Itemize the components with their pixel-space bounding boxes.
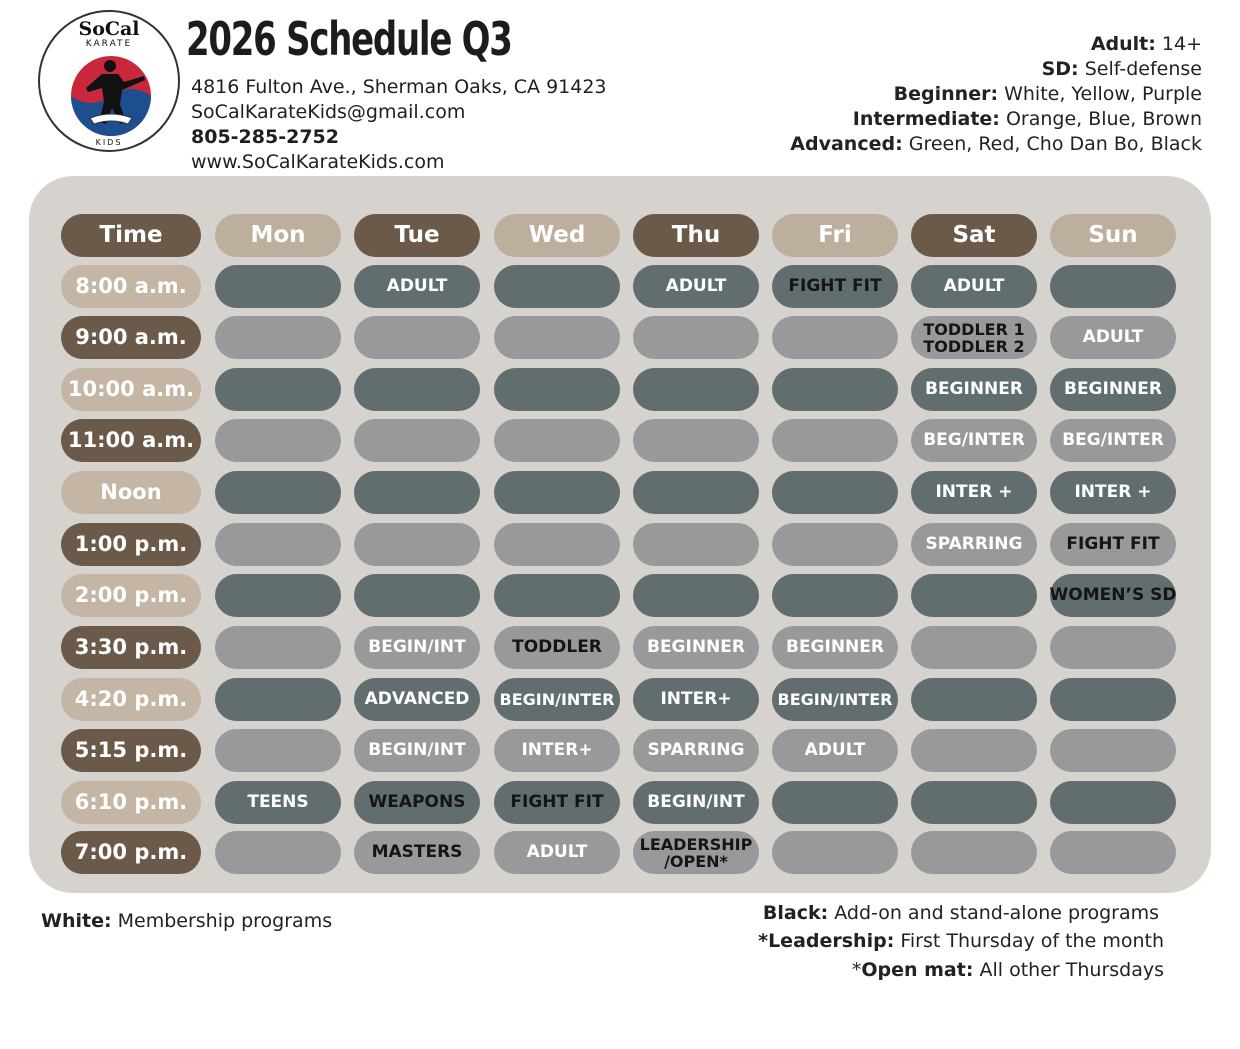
class-slot[interactable] (1050, 523, 1176, 566)
empty-slot (633, 471, 759, 514)
empty-slot (494, 471, 620, 514)
legend-beginner: Beginner: White, Yellow, Purple (893, 83, 1202, 105)
time-label: 4:20 p.m. (61, 678, 201, 721)
class-slot[interactable] (354, 678, 480, 721)
class-slot[interactable] (911, 368, 1037, 411)
time-label: 2:00 p.m. (61, 574, 201, 617)
phone[interactable]: 805-285-2752 (191, 126, 339, 148)
empty-slot (772, 368, 898, 411)
class-slot[interactable] (911, 471, 1037, 514)
empty-slot (772, 781, 898, 824)
class-slot[interactable] (1050, 419, 1176, 462)
class-slot-label: TODDLER (512, 637, 602, 657)
class-slot-label: BEGINNER (646, 637, 745, 657)
empty-slot (494, 419, 620, 462)
class-slot-label: ADULT (943, 276, 1005, 296)
class-slot-label: BEGINNER (1063, 379, 1162, 399)
day-header-fri: Fri (772, 214, 898, 257)
empty-slot (494, 316, 620, 359)
day-header-tue: Tue (354, 214, 480, 257)
class-slot[interactable] (354, 729, 480, 772)
empty-slot (633, 419, 759, 462)
legend-advanced: Advanced: Green, Red, Cho Dan Bo, Black (790, 133, 1202, 155)
class-slot-label: INTER + (935, 482, 1013, 502)
class-slot[interactable] (633, 781, 759, 824)
footer-white-note: White: Membership programs (41, 910, 333, 932)
class-slot[interactable] (911, 265, 1037, 308)
empty-slot (215, 831, 341, 874)
class-slot-label: FIGHT FIT (510, 792, 604, 812)
time-label: 6:10 p.m. (61, 781, 201, 824)
class-slot[interactable] (494, 831, 620, 874)
class-slot[interactable] (1050, 368, 1176, 411)
class-slot-label: FIGHT FIT (1066, 534, 1160, 554)
logo-wordmark: SoCal (78, 18, 140, 40)
class-slot-label: SPARRING (925, 534, 1023, 554)
time-label: 9:00 a.m. (61, 316, 201, 359)
class-slot-label: BEGINNER (785, 637, 884, 657)
day-header-sat: Sat (911, 214, 1037, 257)
empty-slot (633, 574, 759, 617)
empty-slot (911, 626, 1037, 669)
legend-levels (790, 32, 1202, 157)
class-slot-label: ADULT (526, 842, 588, 862)
class-slot[interactable] (772, 265, 898, 308)
empty-slot (1050, 626, 1176, 669)
class-slot[interactable] (633, 626, 759, 669)
class-slot[interactable] (772, 678, 898, 721)
class-slot-label: WOMEN’S SD (1049, 585, 1177, 605)
empty-slot (215, 729, 341, 772)
class-slot[interactable] (215, 781, 341, 824)
class-slot-label: WEAPONS (368, 792, 466, 812)
class-slot[interactable] (772, 729, 898, 772)
class-slot-label: BEG/INTER (1062, 430, 1164, 450)
empty-slot (772, 419, 898, 462)
class-slot-label: /OPEN* (664, 851, 728, 871)
class-slot-label: TODDLER 2 (923, 336, 1025, 356)
class-slot-label: ADULT (386, 276, 448, 296)
empty-slot (911, 678, 1037, 721)
class-slot[interactable] (354, 626, 480, 669)
empty-slot (215, 419, 341, 462)
empty-slot (354, 419, 480, 462)
class-slot-label: SPARRING (647, 740, 745, 760)
class-slot[interactable] (494, 729, 620, 772)
time-column-header: Time (61, 214, 201, 257)
logo-subtitle: KARATE (85, 39, 133, 49)
empty-slot (354, 368, 480, 411)
class-slot[interactable] (633, 265, 759, 308)
empty-slot (215, 368, 341, 411)
class-slot[interactable] (772, 626, 898, 669)
day-header-sun: Sun (1050, 214, 1176, 257)
schedule-panel (29, 176, 1211, 893)
empty-slot (215, 265, 341, 308)
page-title: 2026 Schedule Q3 (186, 12, 512, 66)
class-slot-label: INTER + (1074, 482, 1152, 502)
class-slot-label: TEENS (247, 792, 309, 812)
empty-slot (1050, 265, 1176, 308)
class-slot[interactable] (494, 626, 620, 669)
class-slot-label: TODDLER 1 (923, 319, 1025, 339)
time-label: 11:00 a.m. (61, 419, 201, 462)
class-slot-label: FIGHT FIT (788, 276, 882, 296)
email[interactable]: SoCalKarateKids@gmail.com (191, 101, 466, 123)
empty-slot (215, 471, 341, 514)
time-label: 7:00 p.m. (61, 831, 201, 874)
address: 4816 Fulton Ave., Sherman Oaks, CA 91423 (191, 76, 607, 98)
class-slot[interactable] (633, 678, 759, 721)
day-header-mon: Mon (215, 214, 341, 257)
empty-slot (633, 316, 759, 359)
empty-slot (772, 523, 898, 566)
class-slot[interactable] (911, 419, 1037, 462)
class-slot-label: LEADERSHIP (639, 834, 753, 854)
time-label: Noon (61, 471, 201, 514)
class-slot[interactable] (494, 678, 620, 721)
time-label: 8:00 a.m. (61, 265, 201, 308)
empty-slot (494, 368, 620, 411)
class-slot[interactable] (911, 523, 1037, 566)
karate-figure-icon (66, 52, 156, 138)
empty-slot (1050, 729, 1176, 772)
class-slot[interactable] (494, 781, 620, 824)
empty-slot (215, 523, 341, 566)
empty-slot (1050, 831, 1176, 874)
class-slot-label: BEG/INTER (923, 430, 1025, 450)
time-label: 3:30 p.m. (61, 626, 201, 669)
class-slot-label: ADULT (804, 740, 866, 760)
day-header-wed: Wed (494, 214, 620, 257)
class-slot-label: ADULT (1082, 327, 1144, 347)
website[interactable]: www.SoCalKarateKids.com (191, 151, 445, 173)
class-slot[interactable] (633, 729, 759, 772)
class-slot-label: BEGIN/INT (368, 637, 466, 657)
class-slot-label: BEGIN/INT (368, 740, 466, 760)
empty-slot (354, 523, 480, 566)
empty-slot (911, 781, 1037, 824)
empty-slot (215, 626, 341, 669)
class-slot[interactable] (354, 265, 480, 308)
class-slot-label: BEGIN/INTER (777, 690, 893, 709)
class-slot-label: ADULT (665, 276, 727, 296)
class-slot[interactable] (911, 316, 1037, 359)
class-slot[interactable] (633, 831, 759, 874)
empty-slot (633, 368, 759, 411)
class-slot[interactable] (354, 831, 480, 874)
class-slot[interactable] (354, 781, 480, 824)
class-slot-label: BEGIN/INTER (499, 690, 615, 709)
legend-sd: SD: Self-defense (1041, 58, 1202, 80)
logo (38, 10, 180, 152)
empty-slot (772, 574, 898, 617)
class-slot-label: BEGIN/INT (647, 792, 745, 812)
footer-leadership-note: *Leadership: First Thursday of the month (758, 930, 1164, 952)
empty-slot (354, 471, 480, 514)
empty-slot (494, 265, 620, 308)
empty-slot (354, 316, 480, 359)
class-slot-label: ADVANCED (364, 689, 470, 709)
empty-slot (911, 729, 1037, 772)
empty-slot (494, 574, 620, 617)
empty-slot (215, 678, 341, 721)
empty-slot (354, 574, 480, 617)
class-slot-label: BEGINNER (924, 379, 1023, 399)
footer-black-note: Black: Add-on and stand-alone programs (762, 902, 1159, 924)
class-slot[interactable] (1050, 471, 1176, 514)
class-slot[interactable] (1050, 316, 1176, 359)
empty-slot (772, 316, 898, 359)
empty-slot (215, 316, 341, 359)
empty-slot (1050, 678, 1176, 721)
class-slot-label: INTER+ (521, 740, 593, 760)
footer-openmat-note: *Open mat: All other Thursdays (851, 959, 1164, 981)
empty-slot (772, 831, 898, 874)
class-slot-label: INTER+ (660, 689, 732, 709)
time-label: 5:15 p.m. (61, 729, 201, 772)
class-slot[interactable] (1050, 574, 1176, 617)
empty-slot (772, 471, 898, 514)
legend-intermediate: Intermediate: Orange, Blue, Brown (852, 108, 1202, 130)
logo-kids: KIDS (95, 138, 123, 147)
class-slot-label: MASTERS (371, 842, 463, 862)
empty-slot (911, 831, 1037, 874)
empty-slot (911, 574, 1037, 617)
time-label: 10:00 a.m. (61, 368, 201, 411)
empty-slot (1050, 781, 1176, 824)
empty-slot (494, 523, 620, 566)
empty-slot (215, 574, 341, 617)
empty-slot (633, 523, 759, 566)
legend-adult: Adult: 14+ (1090, 33, 1202, 55)
day-header-thu: Thu (633, 214, 759, 257)
time-label: 1:00 p.m. (61, 523, 201, 566)
